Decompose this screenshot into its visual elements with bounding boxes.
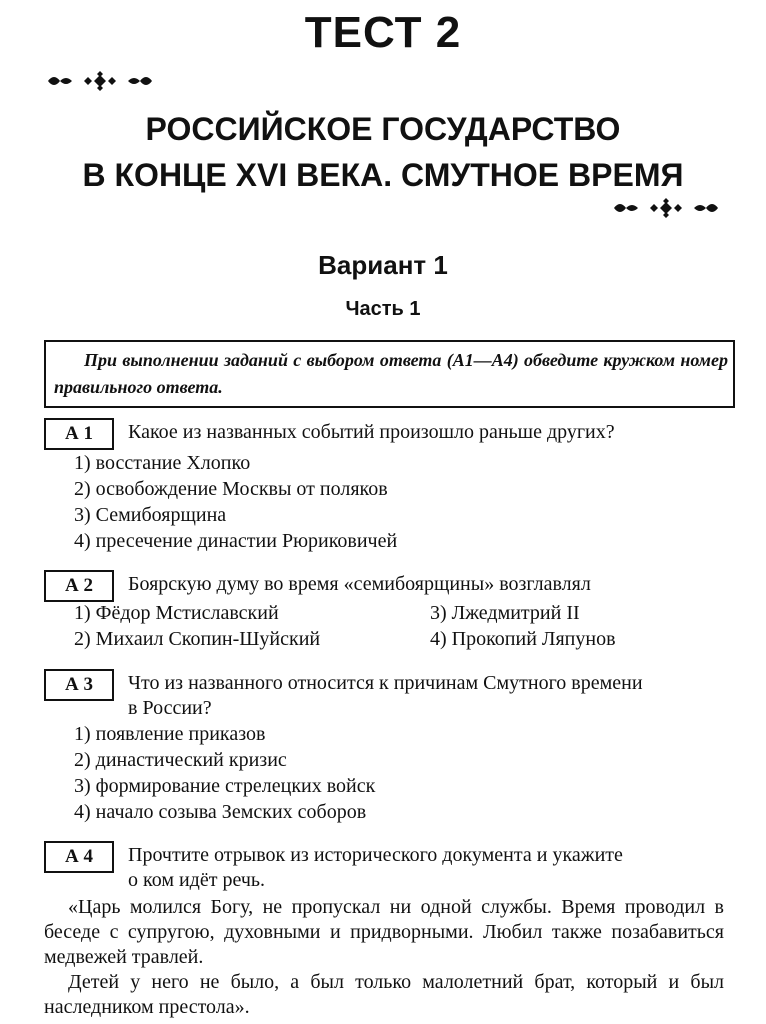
test-title: ТЕСТ 2 [304,8,462,57]
option-a1-4[interactable]: 4) пресечение династии Рюриковичей [74,530,398,552]
question-text-a4-line1: Прочтите отрывок из исторического документа и укажите [128,844,623,866]
variant-heading: Вариант 1 [318,250,448,280]
option-a3-2[interactable]: 2) династический кризис [74,749,287,771]
document-excerpt [44,895,724,1020]
ornament-icon [610,197,722,219]
option-a2-4[interactable]: 4) Прокопий Ляпунов [430,628,616,650]
question-label-a2: А 2 [44,570,114,602]
question-text-a4 [128,843,728,893]
part-heading: Часть 1 [345,298,421,320]
instruction-box: При выполнении заданий с выбором ответа (А1—А4) обведите кружком номер правильного ответа. [44,340,735,408]
option-a1-1[interactable]: 1) восстание Хлопко [74,452,251,474]
question-text-a4-line2: о ком идёт речь. [128,869,266,891]
option-a2-1[interactable]: 1) Фёдор Мстиславский [74,602,279,624]
excerpt-paragraph-1: «Царь молился Богу, не пропускал ни одной службы. Время проводил в беседе с супругою, духовными и придворными. Любил также позабавиться медвежей травлей. [44,896,724,968]
topic-line-1: РОССИЙСКОЕ ГОСУДАРСТВО [145,111,621,147]
topic-title [0,106,766,198]
question-text-a3-line2: в России? [128,697,212,719]
excerpt-paragraph-2: Детей у него не было, а был только малолетний брат, который и был наследником престола». [44,971,724,1018]
ornament-icon [44,70,156,92]
option-a1-3[interactable]: 3) Семибоярщина [74,504,227,526]
option-a3-4[interactable]: 4) начало созыва Земских соборов [74,801,367,823]
question-label-a4: А 4 [44,841,114,873]
question-label-a3: А 3 [44,669,114,701]
question-text-a3-line1: Что из названного относится к причинам Смутного времени [128,672,643,694]
option-a2-2[interactable]: 2) Михаил Скопин-Шуйский [74,628,321,650]
question-text-a3 [128,671,728,721]
question-text-a1: Какое из названных событий произошло раньше других? [128,421,615,443]
question-text-a2: Боярскую думу во время «семибоярщины» возглавлял [128,573,591,595]
option-a1-2[interactable]: 2) освобождение Москвы от поляков [74,478,388,500]
option-a3-1[interactable]: 1) появление приказов [74,723,266,745]
question-label-a1: А 1 [44,418,114,450]
option-a3-3[interactable]: 3) формирование стрелецких войск [74,775,376,797]
option-a2-3[interactable]: 3) Лжедмитрий II [430,602,580,624]
topic-line-2: В КОНЦЕ XVI ВЕКА. СМУТНОЕ ВРЕМЯ [82,157,684,193]
